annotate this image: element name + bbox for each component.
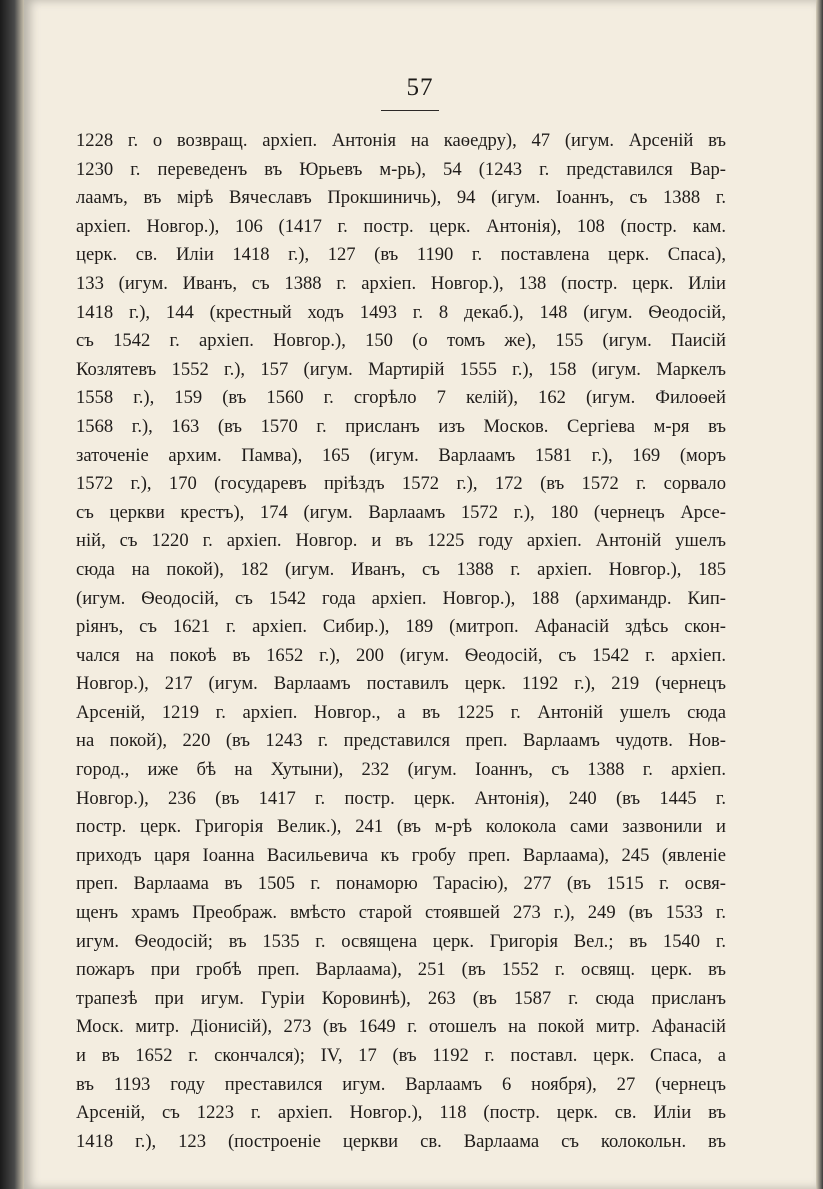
text-line: на покой), 220 (въ 1243 г. представился преп. Варлаамъ чудотв. Нов- <box>76 730 726 752</box>
text-line: (игум. Ѳеодосій, съ 1542 года архіеп. Новгор.), 188 (архимандр. Кип- <box>76 587 726 609</box>
book-page <box>24 0 816 1189</box>
text-line: Новгор.), 236 (въ 1417 г. постр. церк. Антонія), 240 (въ 1445 г. <box>76 787 726 809</box>
text-line: и въ 1652 г. скончался); IV, 17 (въ 1192 г. поставл. церк. Спаса, а <box>76 1045 726 1066</box>
text-line: чался на покоѣ въ 1652 г.), 200 (игум. Ѳеодосій, съ 1542 г. архіеп. <box>76 644 726 666</box>
page-right-edge <box>816 0 823 1189</box>
text-line: 1558 г.), 159 (въ 1560 г. сгорѣло 7 келій), 162 (игум. Филоѳей <box>76 387 726 409</box>
text-line: 1568 г.), 163 (въ 1570 г. присланъ изъ Москов. Сергіева м-ря въ <box>76 415 726 437</box>
text-line: заточеніе архим. Памва), 165 (игум. Варлаамъ 1581 г.), 169 (моръ <box>76 444 726 466</box>
text-line: постр. церк. Григорія Велик.), 241 (въ м-рѣ колокола сами зазвонили и <box>76 816 726 838</box>
text-line: 1230 г. переведенъ въ Юрьевъ м-рь), 54 (1243 г. представился Вар- <box>76 158 726 180</box>
text-line: 1418 г.), 144 (крестный ходъ 1493 г. 8 декаб.), 148 (игум. Ѳеодосій, <box>76 301 726 323</box>
text-line: пожаръ при гробѣ преп. Варлаама), 251 (въ 1552 г. освящ. церк. въ <box>76 959 726 981</box>
text-line: сюда на покой), 182 (игум. Иванъ, съ 1388 г. архіеп. Новгор.), 185 <box>76 558 726 580</box>
text-line: 1572 г.), 170 (государевъ пріѣздъ 1572 г.), 172 (въ 1572 г. сорвало <box>76 473 726 495</box>
text-line: въ 1193 году преставился игум. Варлаамъ 6 ноября), 27 (чернецъ <box>76 1073 726 1095</box>
page-number-rule <box>381 110 439 111</box>
text-line: лаамъ, въ мірѣ Вячеславъ Прокшиничь), 94 (игум. Іоаннъ, съ 1388 г. <box>76 187 726 209</box>
text-line: съ церкви крестъ), 174 (игум. Варлаамъ 1572 г.), 180 (чернецъ Арсе- <box>76 501 726 523</box>
text-line: архіеп. Новгор.), 106 (1417 г. постр. церк. Антонія), 108 (постр. кам. <box>76 215 726 237</box>
text-line: щенъ храмъ Преображ. вмѣсто старой стоявшей 273 г.), 249 (въ 1533 г. <box>76 902 726 924</box>
text-line: ріянъ, съ 1621 г. архіеп. Сибир.), 189 (митроп. Афанасій здѣсь скон- <box>76 616 726 638</box>
text-line: Арсеній, 1219 г. архіеп. Новгор., а въ 1225 г. Антоній ушелъ сюда <box>76 701 726 723</box>
text-line: город., иже бѣ на Хутыни), 232 (игум. Іоаннъ, съ 1388 г. архіеп. <box>76 759 726 781</box>
book-spine-shadow <box>0 0 24 1189</box>
text-line: ній, съ 1220 г. архіеп. Новгор. и въ 1225 году архіеп. Антоній ушелъ <box>76 530 726 552</box>
text-line: трапезѣ при игум. Гуріи Коровинѣ), 263 (въ 1587 г. сюда присланъ <box>76 987 726 1009</box>
body-text <box>76 127 726 1156</box>
text-line: преп. Варлаама въ 1505 г. понаморю Тарасію), 277 (въ 1515 г. освя- <box>76 873 726 895</box>
text-line: 1418 г.), 123 (построеніе церкви св. Варлаама съ колокольн. въ <box>76 1130 726 1152</box>
text-line: церк. св. Иліи 1418 г.), 127 (въ 1190 г. поставлена церк. Спаса), <box>76 244 726 266</box>
text-line: игум. Ѳеодосій; въ 1535 г. освящена церк. Григорія Вел.; въ 1540 г. <box>76 930 726 952</box>
text-line: Козлятевъ 1552 г.), 157 (игум. Мартирій 1555 г.), 158 (игум. Маркелъ <box>76 358 726 380</box>
text-line: съ 1542 г. архіеп. Новгор.), 150 (о томъ же), 155 (игум. Паисій <box>76 330 726 352</box>
text-line: 133 (игум. Иванъ, съ 1388 г. архіеп. Новгор.), 138 (постр. церк. Иліи <box>76 272 726 294</box>
text-line: 1228 г. о возвращ. архіеп. Антонія на каѳедру), 47 (игум. Арсеній въ <box>76 130 726 151</box>
page-number: 57 <box>406 74 434 101</box>
text-line: приходъ царя Іоанна Васильевича къ гробу преп. Варлаама), 245 (явленіе <box>76 844 726 866</box>
text-line: Арсеній, съ 1223 г. архіеп. Новгор.), 118 (постр. церк. св. Иліи въ <box>76 1102 726 1124</box>
text-line: Новгор.), 217 (игум. Варлаамъ поставилъ церк. 1192 г.), 219 (чернецъ <box>76 673 726 695</box>
text-line: Моск. митр. Діонисій), 273 (въ 1649 г. отошелъ на покой митр. Афанасій <box>76 1016 726 1038</box>
